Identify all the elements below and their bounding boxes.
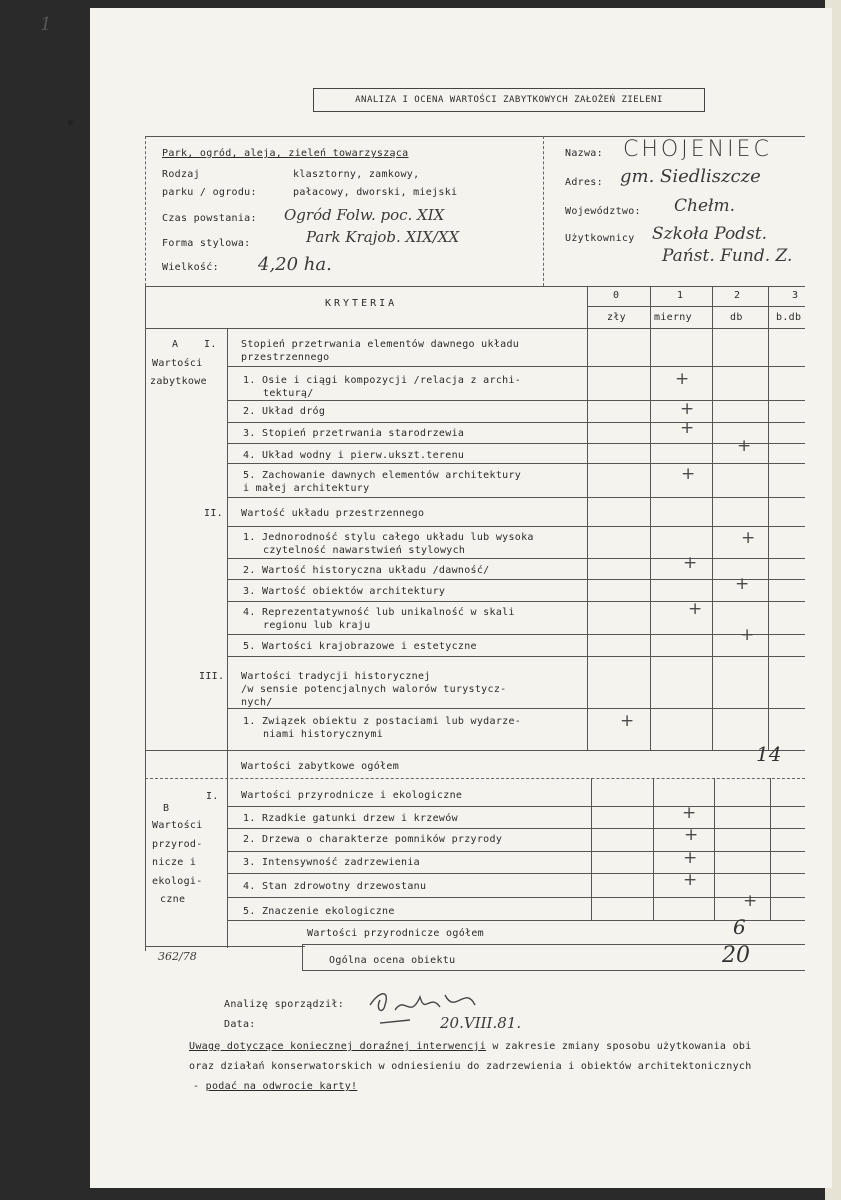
wielkosc-label: Wielkość: (162, 262, 219, 273)
group-1-title-1: Stopień przetrwania elementów dawnego układu (241, 339, 520, 350)
note-line-2: oraz działań konserwatorskich w odniesieniu do zadrzewienia i obiektów architektonicznych (189, 1061, 752, 1072)
a3-item-1-line2: niami historycznymi (263, 729, 384, 740)
b-item-3-line1: 3. Intensywność zadrzewienia (243, 857, 420, 868)
b-col-3-left (770, 778, 771, 920)
a1-item-1-line1: 1. Osie i ciągi kompozycji /relacja z archi- (243, 375, 522, 386)
page-marker: 1 (40, 14, 52, 35)
a1-item-5-line2: i małej architektury (243, 483, 370, 494)
a2-item-3-mark: + (735, 574, 750, 594)
a2-item-3-line1: 3. Wartość obiektów architektury (243, 586, 446, 597)
a1-item-3-mark: + (680, 418, 695, 438)
section-a-roman-3: III. (199, 671, 225, 682)
row-line (227, 443, 805, 444)
row-line (227, 366, 805, 367)
author-label: Analizę sporządził: (224, 999, 345, 1010)
col-2-num: 2 (734, 290, 741, 301)
header-left-line (145, 136, 146, 286)
criteria-top-line (145, 286, 805, 287)
czas-value: Ogród Folw. poc. XIX (284, 206, 445, 224)
section-b-title-1: Wartości (152, 820, 203, 831)
a2-item-1-mark: + (741, 528, 756, 548)
a2-item-4-line1: 4. Reprezentatywność lub unikalność w skali (243, 607, 515, 618)
section-a-title-1: Wartości (152, 358, 203, 369)
col-2-name: db (730, 312, 743, 323)
wojewodztwo-label: Województwo: (565, 206, 641, 217)
a2-item-2-mark: + (683, 553, 698, 573)
nazwa-value: CHOJENIEC (623, 137, 772, 162)
row-line (227, 873, 805, 874)
forma-value: Park Krajob. XIX/XX (306, 228, 460, 246)
note-line-1: Uwagę dotyczące koniecznej doraźnej interwencji w zakresie zmiany sposobu użytkowania obi (189, 1041, 752, 1052)
section-a-roman-1: I. (204, 339, 217, 350)
col-0-num: 0 (613, 290, 620, 301)
row-line (302, 970, 805, 971)
date-value: 20.VIII.81. (440, 1014, 522, 1032)
section-b-total-value: 6 (733, 915, 746, 939)
a2-item-4-mark: + (688, 599, 703, 619)
rodzaj-options-1: klasztorny, zamkowy, (293, 169, 420, 180)
row-line (227, 422, 805, 423)
criteria-header-bottom (145, 328, 805, 329)
uzytkownicy-value-1: Szkoła Podst. (652, 224, 768, 244)
section-b-title-5: czne (160, 894, 186, 905)
group-1-title-2: przestrzennego (241, 352, 330, 363)
row-line (227, 708, 805, 709)
note-line-3: - podać na odwrocie karty! (193, 1081, 358, 1092)
b-item-2-line1: 2. Drzewa o charakterze pomników przyrody (243, 834, 503, 845)
section-a-total-value: 14 (756, 742, 782, 766)
section-b-group-title: Wartości przyrodnicze i ekologiczne (241, 790, 463, 801)
row-line (227, 463, 805, 464)
b-item-4-line1: 4. Stan zdrowotny drzewostanu (243, 881, 427, 892)
col-0-name: zły (607, 312, 626, 323)
a1-item-2-mark: + (680, 399, 695, 419)
a3-item-1-line1: 1. Związek obiektu z postaciami lub wydarze- (243, 716, 522, 727)
a2-item-5-line1: 5. Wartości krajobrazowe i estetyczne (243, 641, 477, 652)
a2-item-5-mark: + (740, 625, 755, 645)
row-line (145, 750, 805, 751)
b-item-5-line1: 5. Znaczenie ekologiczne (243, 906, 395, 917)
b-item-3-mark: + (683, 848, 698, 868)
group-3-title-2: /w sensie potencjalnych walorów turystycz- (241, 684, 507, 695)
section-a-title-2: zabytkowe (150, 376, 207, 387)
document-title-box (313, 88, 705, 112)
col-3-num: 3 (792, 290, 799, 301)
row-line (227, 851, 805, 852)
rodzaj-label: Rodzaj (162, 169, 200, 180)
section-b-title-2: przyrod- (152, 839, 203, 850)
stamp-number: 362/78 (158, 950, 197, 963)
category-divider (227, 328, 228, 948)
group-3-title-3: nych/ (241, 697, 273, 708)
wojewodztwo-value: Chełm. (674, 196, 736, 216)
date-label: Data: (224, 1019, 256, 1030)
overall-label: Ogólna ocena obiektu (329, 955, 456, 966)
col-1-left (650, 286, 651, 750)
section-b-letter: B (163, 803, 170, 814)
row-line (227, 601, 805, 602)
forma-label: Forma stylowa: (162, 238, 251, 249)
b-item-2-mark: + (684, 825, 699, 845)
type-line: Park, ogród, aleja, zieleń towarzysząca (162, 148, 409, 159)
row-line (227, 920, 805, 921)
b-col-2-left (714, 778, 715, 920)
row-line (227, 579, 805, 580)
b-col-1-left (653, 778, 654, 920)
a1-item-4-mark: + (737, 436, 752, 456)
col-2-left (712, 286, 713, 750)
uzytkownicy-value-2: Państ. Fund. Z. (662, 246, 793, 266)
row-line (227, 656, 805, 657)
a2-item-2-line1: 2. Wartość historyczna układu /dawność/ (243, 565, 490, 576)
section-b-roman: I. (206, 791, 219, 802)
row-line (227, 400, 805, 401)
criteria-num-line (587, 306, 805, 307)
group-2-title: Wartość układu przestrzennego (241, 508, 425, 519)
group-3-title-1: Wartości tradycji historycznej (241, 671, 431, 682)
header-divider (543, 136, 544, 286)
col-0-left (587, 286, 588, 750)
czas-label: Czas powstania: (162, 213, 257, 224)
row-line (145, 778, 805, 779)
wielkosc-value: 4,20 ha. (258, 254, 332, 275)
section-a-letter: A (172, 339, 179, 350)
col-1-name: mierny (654, 312, 692, 323)
section-a-roman-2: II. (204, 508, 223, 519)
a2-item-1-line1: 1. Jednorodność stylu całego układu lub wysoka (243, 532, 534, 543)
col-1-num: 1 (677, 290, 684, 301)
adres-label: Adres: (565, 177, 603, 188)
section-b-total-label: Wartości przyrodnicze ogółem (307, 928, 484, 939)
row-line (227, 897, 805, 898)
row-line (227, 526, 805, 527)
row-line (145, 946, 305, 947)
row-line (227, 634, 805, 635)
a1-item-2-line1: 2. Układ dróg (243, 406, 326, 417)
row-line (227, 497, 805, 498)
a1-item-4-line1: 4. Układ wodny i pierw.ukszt.terenu (243, 450, 465, 461)
col-3-left (768, 286, 769, 750)
uzytkownicy-label: Użytkownicy (565, 233, 635, 244)
row-line (227, 828, 805, 829)
b-col-0-left (591, 778, 592, 920)
table-left-border (145, 286, 146, 951)
row-line (227, 806, 805, 807)
a2-item-1-line2: czytelność nawarstwień stylowych (263, 545, 466, 556)
adres-value: gm. Siedliszcze (620, 166, 761, 187)
col-3-name: b.db (776, 312, 802, 323)
nazwa-label: Nazwa: (565, 148, 603, 159)
a1-item-1-mark: + (675, 369, 690, 389)
overall-value: 20 (722, 943, 750, 968)
punch-dot (68, 120, 73, 125)
b-item-5-mark: + (743, 891, 758, 911)
overall-left (302, 944, 303, 970)
b-item-1-mark: + (682, 803, 697, 823)
document-title: ANALIZA I OCENA WARTOŚCI ZABYTKOWYCH ZAŁOŻEŃ ZIELENI (355, 95, 663, 105)
section-b-title-3: nicze i (152, 857, 197, 868)
section-a-total-label: Wartości zabytkowe ogółem (241, 761, 400, 772)
a3-item-1-mark: + (620, 711, 635, 731)
b-item-4-mark: + (683, 870, 698, 890)
section-b-title-4: ekologi- (152, 876, 203, 887)
a1-item-5-mark: + (681, 464, 696, 484)
a1-item-5-line1: 5. Zachowanie dawnych elementów architektury (243, 470, 522, 481)
row-line (227, 558, 805, 559)
criteria-label: KRYTERIA (325, 298, 398, 309)
b-item-1-line1: 1. Rzadkie gatunki drzew i krzewów (243, 813, 458, 824)
a2-item-4-line2: regionu lub kraju (263, 620, 371, 631)
a1-item-3-line1: 3. Stopień przetrwania starodrzewia (243, 428, 465, 439)
a1-item-1-line2: tekturą/ (263, 388, 314, 399)
parku-label: parku / ogrodu: (162, 187, 257, 198)
rodzaj-options-2: pałacowy, dworski, miejski (293, 187, 458, 198)
